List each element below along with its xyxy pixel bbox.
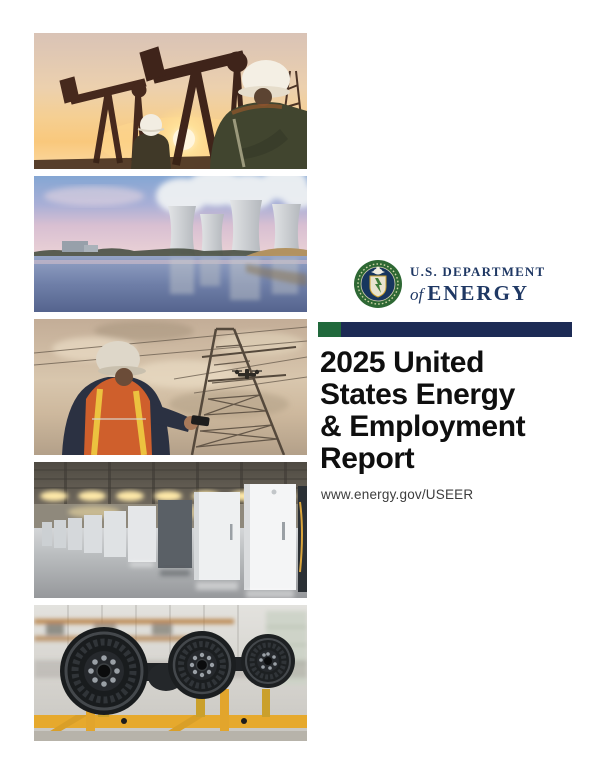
doe-wordmark xyxy=(410,259,545,306)
doe-wordmark-of: of xyxy=(410,285,424,304)
photo-strip xyxy=(34,33,307,741)
photo-oil-pumpjacks-sunset xyxy=(34,33,307,169)
photo-axle-assembly-line xyxy=(34,605,307,741)
doe-seal-icon xyxy=(353,259,403,309)
factory-cabinets-illustration xyxy=(34,462,307,598)
doe-wordmark-line1: U.S. DEPARTMENT xyxy=(410,264,546,279)
accent-bar xyxy=(318,322,572,337)
oilfield-sunset-illustration xyxy=(34,33,307,169)
axle-assembly-illustration xyxy=(34,605,307,741)
photo-battery-storage-factory xyxy=(34,462,307,598)
lineworker-drone-illustration xyxy=(34,319,307,455)
photo-lineworker-drone-transmission-tower xyxy=(34,319,307,455)
accent-bar-navy-segment xyxy=(341,322,572,337)
doe-wordmark-line2 xyxy=(410,281,545,306)
report-title-line-1: 2025 United xyxy=(320,346,484,379)
report-url: www.energy.gov/USEER xyxy=(321,487,474,502)
accent-bar-green-segment xyxy=(318,322,341,337)
report-title-line-2: States Energy xyxy=(320,378,515,411)
report-title xyxy=(320,347,580,475)
doe-logo xyxy=(353,259,545,309)
photo-nuclear-cooling-towers xyxy=(34,176,307,312)
doe-wordmark-energy: ENERGY xyxy=(427,281,530,305)
report-title-line-4: Report xyxy=(320,442,415,475)
report-title-line-3: & Employment xyxy=(320,410,526,443)
cooling-towers-illustration xyxy=(34,176,307,312)
